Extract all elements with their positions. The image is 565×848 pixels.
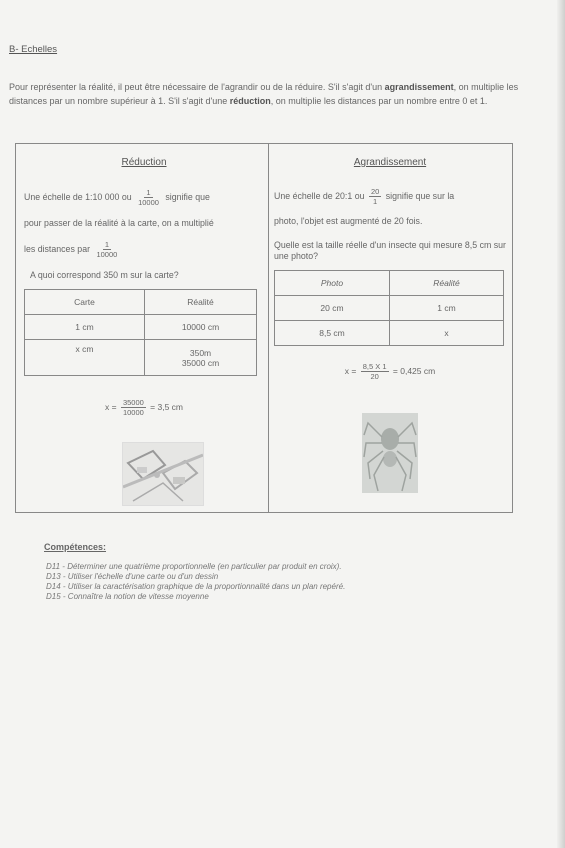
table-header: Réalité [145,290,257,315]
agrandissement-column [274,144,506,381]
agrandissement-explanation [274,184,506,234]
intro-text-2: , on multiplie les distances par un nombre supérieur à 1. S'il s'agit d'une [9,82,519,106]
frac-denominator: 10000 [122,408,144,417]
reduction-line-1 [24,184,264,210]
formula-fraction [361,362,389,381]
scale-examples-box [15,143,513,513]
table-cell-line: 35000 cm [181,357,220,368]
table-row [25,315,257,340]
intro-bold-agrandissement: agrandissement [384,82,454,92]
agrandissement-line-1b: signifie que sur la [385,191,455,201]
reduction-formula [24,398,264,417]
formula-lhs: x = [104,401,117,412]
table-row [275,296,504,321]
table-cell: 1 cm [25,315,145,340]
frac-numerator: 1 [146,188,151,198]
spider-illustration [362,413,418,493]
intro-text-1: Pour représenter la réalité, il peut être nécessaire de l'agrandir ou de la réduire. S'il s'agit d'un [9,82,385,92]
table-header: Réalité [390,271,504,296]
table-cell-line: 350m [189,347,212,358]
list-item: D15 - Connaître la notion de vitesse moyenne [46,592,209,601]
table-header: Carte [25,290,145,315]
frac-numerator: 35000 [122,398,144,407]
competences-title: Compétences: [44,542,107,552]
reduction-explanation [24,184,264,262]
formula-rhs: = 3,5 cm [150,401,184,412]
frac-numerator: 8,5 X 1 [362,362,387,371]
agrandissement-formula [274,362,506,381]
table-cell: x cm [25,340,145,376]
spider-photo [362,413,418,493]
competences-list [46,562,526,602]
table-row [25,290,257,315]
column-divider [268,144,269,512]
reduction-question: A quoi correspond 350 m sur la carte? [30,270,179,280]
reduction-line-2: pour passer de la réalité à la carte, on a multiplié [24,218,214,228]
frac-numerator: 1 [104,240,109,250]
agrandissement-question: Quelle est la taille réelle d'un insecte qui mesure 8,5 cm sur une photo? [274,240,506,261]
table-cell: 8,5 cm [275,321,390,346]
map-image [122,442,204,506]
list-item: D13 - Utiliser l'échelle d'une carte ou d'un dessin [46,572,219,581]
reduction-column [24,144,264,417]
table-row [275,321,504,346]
agrandissement-line-2: photo, l'objet est augmenté de 20 fois. [274,216,423,226]
page-edge-shadow [557,0,565,848]
reduction-table [24,289,257,376]
frac-denominator: 10000 [138,198,159,208]
frac-denominator: 20 [370,372,379,381]
table-cell: x [390,321,504,346]
table-header: Photo [275,271,390,296]
table-cell: 20 cm [275,296,390,321]
table-cell: 1 cm [390,296,504,321]
frac-numerator: 20 [370,187,380,197]
agrandissement-title: Agrandissement [353,157,427,168]
reduction-fraction-2 [94,240,119,259]
agrandissement-fraction [369,187,381,206]
reduction-line-3a: les distances par [24,244,91,254]
frac-denominator: 10000 [96,250,118,260]
table-cell: 10000 cm [145,315,257,340]
reduction-line-1a: Une échelle de 1:10 000 ou [24,192,132,202]
section-heading: B- Echelles [9,44,58,55]
frac-denominator: 1 [373,197,378,207]
reduction-line-3 [24,236,264,262]
intro-bold-reduction: réduction [229,96,271,106]
formula-rhs: = 0,425 cm [392,365,436,376]
formula-lhs: x = [344,365,357,376]
intro-text-3: , on multiplie les distances par un nombre entre 0 et 1. [270,96,488,106]
list-item: D11 - Déterminer une quatrième proportionnelle (en particulier par produit en croix). [46,562,342,571]
list-item: D14 - Utiliser la caractérisation graphique de la proportionnalité dans un plan repéré. [46,582,346,591]
table-cell [145,340,257,376]
reduction-fraction-1 [136,188,161,207]
agrandissement-line-1 [274,184,506,209]
table-row [25,340,257,376]
reduction-line-1b: signifie que [165,192,210,202]
map-illustration [123,443,203,505]
reduction-title: Réduction [121,157,167,168]
agrandissement-table [274,270,504,346]
formula-fraction [121,398,146,417]
table-row [275,271,504,296]
agrandissement-line-1a: Une échelle de 20:1 ou [274,191,365,201]
intro-paragraph [9,80,529,108]
